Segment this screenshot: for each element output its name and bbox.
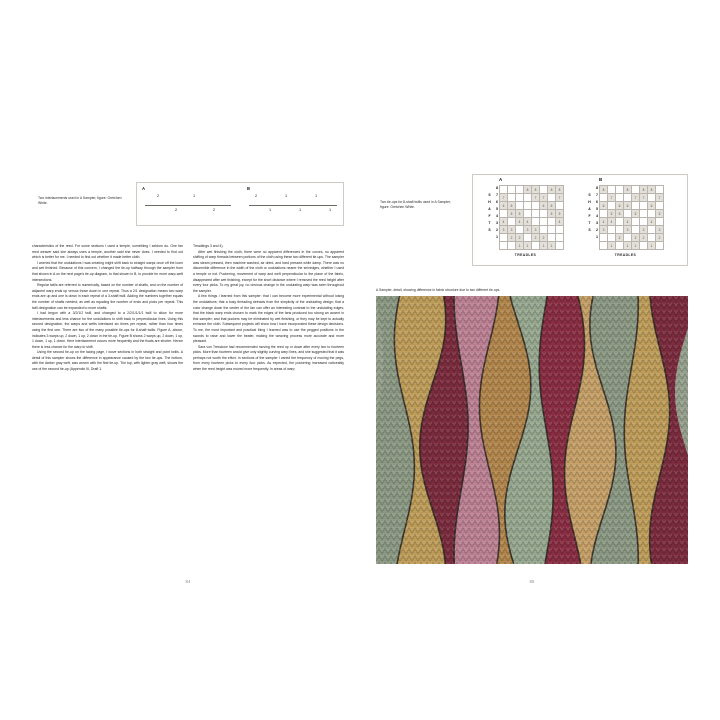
tieup-cell-filled[interactable]: 8 <box>648 186 656 194</box>
tieup-cell-empty[interactable] <box>540 186 548 194</box>
shafts-letter: S <box>488 228 491 232</box>
interlacement-b-rule <box>249 205 337 206</box>
left-page <box>32 150 344 584</box>
tieup-cell-empty[interactable] <box>632 218 640 226</box>
tieup-cell-empty[interactable] <box>656 202 664 210</box>
tieup-cell-filled[interactable]: 6 <box>508 202 516 210</box>
tieup-cell-empty[interactable] <box>516 202 524 210</box>
tieup-cell-filled[interactable]: 8 <box>600 186 608 194</box>
tieup-cell-empty[interactable] <box>540 226 548 234</box>
tieup-cell-filled[interactable]: 8 <box>524 186 532 194</box>
right-page-number: 85 <box>529 579 535 584</box>
tieup-cell-filled[interactable]: 1 <box>548 242 556 250</box>
tieup-cell-empty[interactable] <box>516 194 524 202</box>
tieup-cell-empty[interactable] <box>640 202 648 210</box>
paragraph: After wet finishing the cloth, there were no apparent differences in the curves, no apparent shifting of warp threads between portions of the cloth using these two different tie-ups. The sampler was steam pressed, then machine washed, air dried, and hard pressed while damp. There was no discernible difference in the width of the cloth or undulations nearer the selvedges, whether I used a temple or not. Puckering, movement of warp and weft perpendicular to the plane of the fabric, disappeared after wet finishing, except for the short distance where I removed the reed height after every four picks. To my great joy, no obvious change in the undulating warp was seen throughout the sampler. <box>193 249 344 293</box>
shaft-number: 5 <box>496 207 498 211</box>
tieup-cell-filled[interactable]: 7 <box>540 194 548 202</box>
tieup-cell-empty[interactable] <box>648 226 656 234</box>
paragraph: Regular twills are referred to numerically, based on the number of shafts, and on the number of adjacent warp ends up versus those down in one repeat. Thus a 2/1 designation means two warp ends are up and one is down in each repeat of a 3-shaft twill. Adding the numbers together equals the number of shafts needed; as well as equaling the number of ends and picks per repeat. This twill designation can be expanded to more shafts. <box>32 283 183 310</box>
tieup-cell-empty[interactable] <box>500 242 508 250</box>
tieup-cell-empty[interactable] <box>616 194 624 202</box>
tieup-cell-filled[interactable]: 2 <box>616 234 624 242</box>
tieup-grid-a[interactable] <box>499 185 564 250</box>
tieup-cell-filled[interactable]: 4 <box>600 218 608 226</box>
tieup-row <box>600 234 664 242</box>
tieup-cell-filled[interactable]: 8 <box>556 186 564 194</box>
tieup-cell-empty[interactable] <box>556 234 564 242</box>
shaft-number: 6 <box>496 200 498 204</box>
paragraph: A few things I learned from this sampler: that I can become more experimental without losing the undulations; that a busy threading detracts from the simplicity of the undulating design; that a color change down the center of the fan can offer an interesting contrast to the undulating edges; that the black warp ends chosen to mark the edges of the fans produced too strong an accent in this sampler; and that puckers may be eliminated by wet finishing, or they may be kept to actually enhance the cloth. Subsequent projects will show how I have incorporated these design decisions. To me, the most important and practical thing I learned was to use the pegged positions in the swords to raise and lower the beater, making the weaving process more accurate and more pleasant. <box>193 294 344 344</box>
fabric-photo-block <box>376 288 688 564</box>
tieup-cell-empty[interactable] <box>640 242 648 250</box>
tieup-cell-empty[interactable] <box>524 210 532 218</box>
interlacement-a-rule <box>145 205 231 206</box>
tieup-cell-filled[interactable]: 6 <box>616 202 624 210</box>
left-page-column-2 <box>193 244 344 373</box>
tieup-cell-filled[interactable]: 3 <box>508 226 516 234</box>
tieup-cell-empty[interactable] <box>616 218 624 226</box>
tieup-row <box>500 226 564 234</box>
tieup-cell-empty[interactable] <box>600 210 608 218</box>
tieup-cell-filled[interactable]: 5 <box>656 210 664 218</box>
tieup-cell-filled[interactable]: 4 <box>516 218 524 226</box>
shaft-number: 5 <box>596 207 598 211</box>
tieup-cell-empty[interactable] <box>632 202 640 210</box>
tieup-cell-filled[interactable]: 3 <box>640 226 648 234</box>
interlacement-b-bottom-3: 1 <box>329 208 332 212</box>
paragraph: characteristics of the reed. For some sections I used a temple, something I seldom do. One fan reed weaver said she always uses a temple, another said she never does. I needed to find out which is better for me. I needed to find out whether it made better cloth. <box>32 244 183 260</box>
shaft-number: 6 <box>596 200 598 204</box>
tieup-row <box>600 194 664 202</box>
tieup-cell-filled[interactable]: 7 <box>632 194 640 202</box>
tieup-cell-empty[interactable] <box>532 210 540 218</box>
tieup-cell-empty[interactable] <box>556 242 564 250</box>
tieup-cell-filled[interactable]: 5 <box>508 210 516 218</box>
tieup-cell-filled[interactable]: 3 <box>500 226 508 234</box>
tieup-cell-filled[interactable]: 2 <box>632 234 640 242</box>
shaft-number: 2 <box>596 228 598 232</box>
shaft-number: 3 <box>596 221 598 225</box>
shaft-number: 1 <box>496 235 498 239</box>
tieup-row <box>500 234 564 242</box>
tieup-cell-filled[interactable]: 3 <box>524 226 532 234</box>
tieup-cell-empty[interactable] <box>608 186 616 194</box>
tieup-cell-empty[interactable] <box>548 226 556 234</box>
right-page <box>376 150 688 584</box>
shafts-letter: T <box>488 221 491 225</box>
shaft-number: 8 <box>496 186 498 190</box>
tieup-cell-empty[interactable] <box>648 234 656 242</box>
tieup-cell-filled[interactable]: 7 <box>640 194 648 202</box>
interlacement-b-top-2: 1 <box>285 194 288 198</box>
tieup-row <box>600 226 664 234</box>
tieup-row <box>600 202 664 210</box>
interlacement-a-letter: A <box>142 186 146 191</box>
left-page-body <box>32 244 344 373</box>
tieup-cell-filled[interactable]: 6 <box>624 202 632 210</box>
tieup-cell-filled[interactable]: 5 <box>556 210 564 218</box>
left-page-column-1 <box>32 244 183 373</box>
tieup-row <box>600 242 664 250</box>
tieup-row <box>500 194 564 202</box>
tieup-cell-empty[interactable] <box>540 218 548 226</box>
tieup-cell-empty[interactable] <box>608 202 616 210</box>
shafts-letter: H <box>588 200 591 204</box>
tieup-cell-empty[interactable] <box>548 194 556 202</box>
fabric-photo-graphic <box>376 296 688 564</box>
tieup-cell-empty[interactable] <box>508 218 516 226</box>
shafts-letter: F <box>588 214 591 218</box>
shafts-letter: T <box>588 221 591 225</box>
tieup-row <box>500 242 564 250</box>
tieup-cell-empty[interactable] <box>632 186 640 194</box>
shaft-number: 4 <box>596 214 598 218</box>
paragraph: Treadlings 3 and 4). <box>193 244 224 248</box>
shaft-number: 7 <box>596 193 598 197</box>
shaft-number: 8 <box>596 186 598 190</box>
fabric-photo-caption: A Sampler, detail, showing difference in fabric structure due to two different tie-ups. <box>376 288 501 292</box>
tieup-cell-empty[interactable] <box>532 218 540 226</box>
tieup-cell-empty[interactable] <box>508 186 516 194</box>
tieup-cell-filled[interactable]: 7 <box>532 194 540 202</box>
tieup-cell-empty[interactable] <box>656 218 664 226</box>
left-page-number: 84 <box>185 579 191 584</box>
tieup-cell-empty[interactable] <box>556 202 564 210</box>
interlacement-a-bottom-2: 2 <box>213 208 216 212</box>
paragraph: Sara von Tresckow had recommended moving the reed up or down after every two to fourteen picks. More than fourteen would give only slightly curving warp lines, and she suggested that it was perhaps not worth the effort. In sections of the sampler I varied the frequency of moving the pegs, from every fourteen picks to every four picks. As expected, the puckering increased noticeably when the reed height was moved more frequently. In areas of warp <box>193 344 344 372</box>
paragraph: I worried that the undulations I was creating might shift back to straight warps once off the loom and wet finished. Because of this concern, I changed the tie-up halfway through the sampler from that shown in A on the next page's tie-up diagram, to that shown in B, to provide for more warp-weft intersections. <box>32 260 183 282</box>
tieup-cell-empty[interactable] <box>648 210 656 218</box>
tieup-cell-empty[interactable] <box>624 194 632 202</box>
tieup-cell-filled[interactable]: 4 <box>608 218 616 226</box>
tieup-cell-filled[interactable]: 2 <box>508 234 516 242</box>
paragraph: Using the second tie-up on the facing page, I wove sections in both straight and point twills. A detail of this sampler shows the difference in appearance caused by the two tie-ups. The bottom, with the darker gray weft, was woven with the first tie-up. The top, with lighter gray weft, shows the use of the second tie-up (Appendix III, Draft 1. <box>32 350 183 372</box>
tieup-cell-filled[interactable]: 1 <box>516 242 524 250</box>
tieup-cell-filled[interactable]: 1 <box>524 242 532 250</box>
interlacement-figure <box>32 182 344 230</box>
tieup-cell-empty[interactable] <box>616 242 624 250</box>
tieup-row <box>500 186 564 194</box>
shafts-letter: A <box>588 207 591 211</box>
interlacement-b-top-3: 1 <box>315 194 318 198</box>
tieup-cell-filled[interactable]: 8 <box>624 186 632 194</box>
tieup-row <box>600 218 664 226</box>
shafts-label-b <box>587 185 592 234</box>
shaft-row-labels-a <box>493 185 498 241</box>
tieup-cell-filled[interactable]: 5 <box>608 210 616 218</box>
tieup-cell-filled[interactable]: 6 <box>600 202 608 210</box>
tieup-cell-empty[interactable] <box>656 242 664 250</box>
interlacement-a-top-2: 1 <box>193 194 196 198</box>
tieup-cell-empty[interactable] <box>524 194 532 202</box>
tieup-cell-filled[interactable]: 1 <box>540 242 548 250</box>
tieup-cell-filled[interactable]: 5 <box>616 210 624 218</box>
tieup-cell-empty[interactable] <box>632 226 640 234</box>
tieup-cell-filled[interactable]: 8 <box>532 186 540 194</box>
shaft-number: 1 <box>596 235 598 239</box>
tieup-diagram-box <box>472 174 688 266</box>
tieup-row <box>500 218 564 226</box>
tieup-cell-filled[interactable]: 3 <box>624 226 632 234</box>
interlacement-b-letter: B <box>247 186 251 191</box>
tieup-cell-empty[interactable] <box>600 242 608 250</box>
tieup-cell-empty[interactable] <box>624 234 632 242</box>
tieup-cell-empty[interactable] <box>524 202 532 210</box>
interlacement-a-bottom-1: 2 <box>175 208 178 212</box>
tieup-cell-filled[interactable]: 1 <box>632 242 640 250</box>
tieup-cell-empty[interactable] <box>548 234 556 242</box>
tieup-row <box>500 202 564 210</box>
tieup-cell-filled[interactable]: 2 <box>540 234 548 242</box>
paragraph: I had begun with a 3/2/1/2 twill, and changed to a 2/2/1/1/1/1 twill to allow for more interlacements and less chance for the undulations to shift back to perpendicular lines. Using this second designation, the warps and wefts interlaced six times per repeat, rather than four times using the first one. There are two of the many possible tie-ups for 8-shaft twills. Figure A, above, indicates 3 warps up, 2 down, 1 up, 2 down in the tie-up. Figure B shows 2 warps up, 2 down, 1 up, 1 down, 1 up, 1 down. Here interlacement occurs more frequently and the floats are shorter. Hence there is less chance for the warp to shift. <box>32 311 183 349</box>
shaft-number: 7 <box>496 193 498 197</box>
tieup-cell-filled[interactable]: 6 <box>648 202 656 210</box>
treadles-label-a: TREADLES <box>514 253 537 257</box>
tieup-draft-b-letter: B <box>599 177 603 182</box>
tieup-cell-empty[interactable] <box>616 186 624 194</box>
tieup-row <box>600 186 664 194</box>
tieup-cell-empty[interactable] <box>640 218 648 226</box>
tieup-cell-empty[interactable] <box>608 226 616 234</box>
fabric-photo <box>376 296 688 564</box>
tieup-cell-filled[interactable]: 2 <box>532 234 540 242</box>
interlacement-diagram-box <box>136 182 344 226</box>
tieup-cell-empty[interactable] <box>532 202 540 210</box>
tieup-cell-filled[interactable]: 6 <box>548 202 556 210</box>
tieup-cell-filled[interactable]: 7 <box>556 194 564 202</box>
tieup-cell-filled[interactable]: 4 <box>500 218 508 226</box>
tieup-cell-filled[interactable]: 1 <box>648 242 656 250</box>
tieup-cell-filled[interactable]: 7 <box>608 194 616 202</box>
tieup-cell-filled[interactable]: 1 <box>624 242 632 250</box>
tieup-row <box>600 210 664 218</box>
shafts-letter: S <box>588 193 591 197</box>
tieup-cell-empty[interactable] <box>656 186 664 194</box>
tieup-cell-filled[interactable]: 7 <box>500 194 508 202</box>
tieup-cell-empty[interactable] <box>608 234 616 242</box>
interlacement-figure-caption: Two interlacements used in A Sampler, figure: Gretchen White. <box>38 196 122 205</box>
shafts-label-a <box>487 185 492 234</box>
shafts-letter: H <box>488 200 491 204</box>
tieup-cell-empty[interactable] <box>624 210 632 218</box>
tieup-figure-caption: Two tie-ups for 8-shaft twills used in A Sampler, figure: Gretchen White. <box>380 200 451 209</box>
tieup-cell-filled[interactable]: 3 <box>600 226 608 234</box>
tieup-draft-a <box>487 177 564 257</box>
tieup-cell-empty[interactable] <box>532 242 540 250</box>
tieup-row <box>500 210 564 218</box>
interlacement-b-top-1: 2 <box>255 194 258 198</box>
tieup-cell-empty[interactable] <box>600 234 608 242</box>
tieup-grid-b[interactable] <box>599 185 664 250</box>
tieup-cell-empty[interactable] <box>508 194 516 202</box>
shaft-number: 4 <box>496 214 498 218</box>
tieup-cell-filled[interactable]: 3 <box>532 226 540 234</box>
tieup-cell-filled[interactable]: 2 <box>640 234 648 242</box>
tieup-cell-filled[interactable]: 8 <box>548 186 556 194</box>
tieup-cell-empty[interactable] <box>540 210 548 218</box>
interlacement-b-bottom-1: 1 <box>269 208 272 212</box>
interlacement-a-top-1: 2 <box>157 194 160 198</box>
interlacement-b-bottom-2: 1 <box>299 208 302 212</box>
shaft-number: 3 <box>496 221 498 225</box>
tieup-cell-filled[interactable]: 8 <box>640 186 648 194</box>
tieup-cell-empty[interactable] <box>600 194 608 202</box>
tieup-cell-filled[interactable]: 3 <box>656 226 664 234</box>
tieup-cell-filled[interactable]: 5 <box>548 210 556 218</box>
tieup-cell-filled[interactable]: 7 <box>656 194 664 202</box>
tieup-cell-empty[interactable] <box>616 226 624 234</box>
tieup-cell-empty[interactable] <box>500 234 508 242</box>
shafts-letter: F <box>488 214 491 218</box>
shafts-letter: S <box>588 228 591 232</box>
tieup-cell-empty[interactable] <box>548 218 556 226</box>
tieup-draft-b <box>587 177 664 257</box>
tieup-draft-a-letter: A <box>499 177 503 182</box>
tieup-cell-empty[interactable] <box>640 210 648 218</box>
shafts-letter: A <box>488 207 491 211</box>
tieup-figure <box>376 174 688 270</box>
tieup-cell-filled[interactable]: 1 <box>608 242 616 250</box>
tieup-cell-empty[interactable] <box>516 226 524 234</box>
tieup-cell-empty[interactable] <box>500 210 508 218</box>
treadles-label-b: TREADLES <box>614 253 637 257</box>
tieup-cell-filled[interactable]: 4 <box>648 218 656 226</box>
tieup-cell-empty[interactable] <box>508 242 516 250</box>
shaft-number: 2 <box>496 228 498 232</box>
tieup-cell-filled[interactable]: 4 <box>524 218 532 226</box>
tieup-cell-filled[interactable]: 6 <box>500 202 508 210</box>
tieup-cell-empty[interactable] <box>648 194 656 202</box>
shafts-letter: S <box>488 193 491 197</box>
tieup-cell-filled[interactable]: 2 <box>516 234 524 242</box>
tieup-cell-empty[interactable] <box>524 234 532 242</box>
tieup-cell-filled[interactable]: 6 <box>540 202 548 210</box>
tieup-cell-empty[interactable] <box>500 186 508 194</box>
tieup-cell-filled[interactable]: 4 <box>556 218 564 226</box>
tieup-cell-filled[interactable]: 5 <box>516 210 524 218</box>
tieup-cell-filled[interactable]: 5 <box>632 210 640 218</box>
tieup-cell-empty[interactable] <box>516 186 524 194</box>
shaft-row-labels-b <box>593 185 598 241</box>
tieup-cell-filled[interactable]: 2 <box>656 234 664 242</box>
tieup-cell-filled[interactable]: 4 <box>624 218 632 226</box>
tieup-cell-empty[interactable] <box>556 226 564 234</box>
